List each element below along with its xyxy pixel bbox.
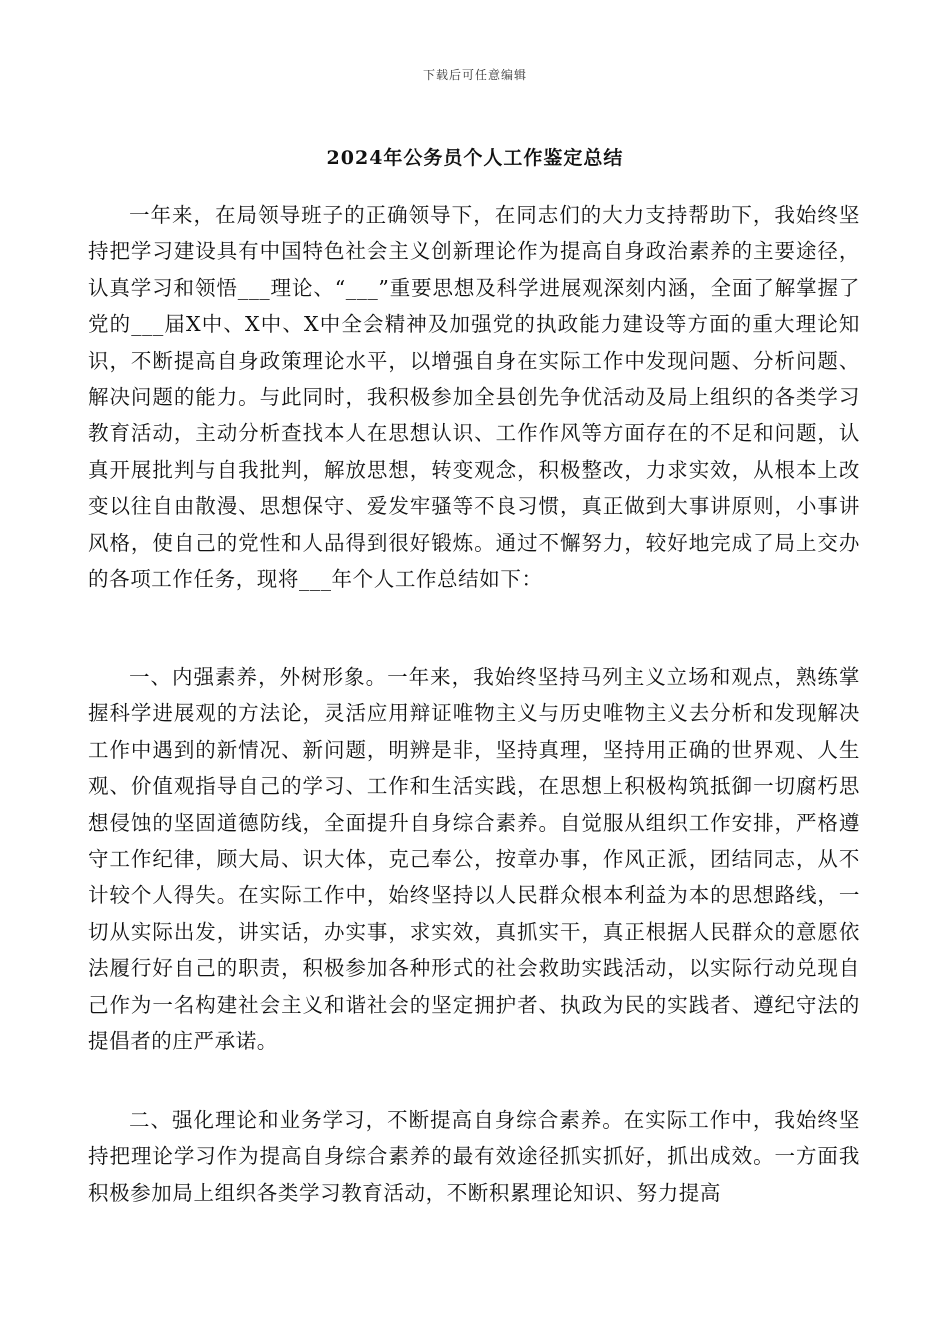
- paragraph-section-1: 一、内强素养，外树形象。一年来，我始终坚持马列主义立场和观点，熟练掌握科学进展观的方法论，灵活应用辩证唯物主义与历史唯物主义去分析和发现解决工作中遇到的新情况、新问题，明辨是非，坚持真理，坚持用正确的世界观、人生观、价值观指导自己的学习、工作和生活实践，在思想上积极构筑抵御一切腐朽思想侵蚀的坚固道德防线，全面提升自身综合素养。自觉服从组织工作安排，严格遵守工作纪律，顾大局、识大体，克己奉公，按章办事，作风正派，团结同志，从不计较个人得失。在实际工作中，始终坚持以人民群众根本利益为本的思想路线，一切从实际出发，讲实话，办实事，求实效，真抓实干，真正根据人民群众的意愿依法履行好自己的职责，积极参加各种形式的社会救助实践活动，以实际行动兑现自己作为一名构建社会主义和谐社会的坚定拥护者、执政为民的实践者、遵纪守法的提倡者的庄严承诺。: [88, 665, 860, 1054]
- header-note: 下载后可任意编辑: [422, 68, 527, 82]
- paragraph-intro: 一年来，在局领导班子的正确领导下，在同志们的大力支持帮助下，我始终坚持把学习建设具有中国特色社会主义创新理论作为提高自身政治素养的主要途径，认真学习和领悟___理论、“___”重要思想及科学进展观深刻内涵，全面了解掌握了党的___届X中、X中、X中全会精神及加强党的执政能力建设等方面的重大理论知识，不断提高自身政策理论水平，以增强自身在实际工作中发现问题、分析问题、解决问题的能力。与此同时，我积极参加全县创先争优活动及局上组织的各类学习教育活动，主动分析查找本人在思想认识、工作作风等方面存在的不足和问题，认真开展批判与自我批判，解放思想，转变观念，积极整改，力求实效，从根本上改变以往自由散漫、思想保守、爱发牢骚等不良习惯，真正做到大事讲原则，小事讲风格，使自己的党性和人品得到很好锻炼。通过不懈努力，较好地完成了局上交办的各项工作任务，现将___年个人工作总结如下：: [88, 203, 860, 592]
- paragraph-section-2: 二、强化理论和业务学习，不断提高自身综合素养。在实际工作中，我始终坚持把理论学习作为提高自身综合素养的最有效途径抓实抓好，抓出成效。一方面我积极参加局上组织各类学习教育活动，不断积累理论知识、努力提高: [88, 1108, 860, 1205]
- document-title: 2024年公务员个人工作鉴定总结: [326, 147, 624, 169]
